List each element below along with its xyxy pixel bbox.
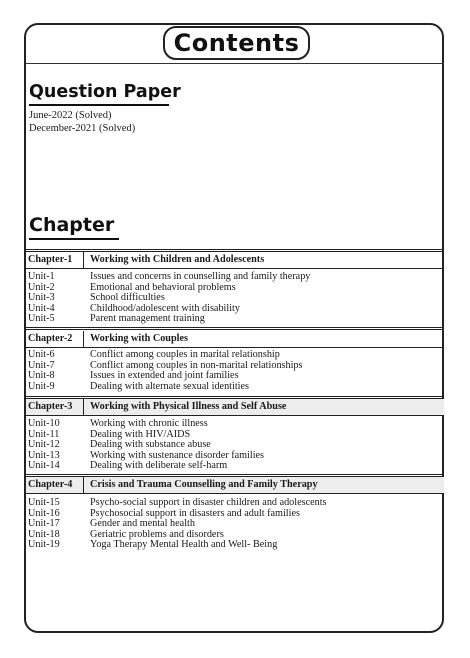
unit-title: Childhood/adolescent with disability (90, 302, 240, 314)
table-divider (26, 347, 444, 348)
unit-title: Working with chronic illness (90, 418, 208, 429)
unit-title: Dealing with deliberate self-harm (90, 460, 228, 471)
chapter-row[interactable] (26, 399, 444, 415)
unit-title: Dealing with substance abuse (90, 439, 211, 450)
chapter-row[interactable] (26, 331, 444, 347)
chapter-label: Chapter-2 (28, 333, 73, 344)
column-divider (83, 252, 84, 268)
chapter-label: Chapter-4 (28, 479, 73, 490)
unit-row[interactable] (26, 498, 444, 509)
unit-title: Issues and concerns in counselling and family therapy (90, 271, 311, 282)
unit-number: Unit-5 (28, 313, 55, 324)
unit-row[interactable] (26, 430, 444, 441)
table-divider (26, 493, 444, 494)
column-divider (83, 477, 84, 493)
unit-number: Unit-14 (28, 460, 60, 471)
unit-row[interactable] (26, 451, 444, 462)
unit-number: Unit-4 (28, 302, 55, 314)
unit-number: Unit-6 (28, 349, 55, 360)
unit-title: Dealing with HIV/AIDS (90, 428, 191, 440)
unit-row[interactable] (26, 283, 444, 294)
unit-title: Working with sustenance disorder families (90, 449, 265, 461)
heading-underline (29, 238, 119, 240)
unit-title: Gender and mental health (90, 518, 195, 529)
chapter-title: Working with Couples (90, 333, 188, 344)
unit-title: Issues in extended and joint families (90, 370, 239, 381)
unit-row[interactable] (26, 382, 444, 393)
unit-row[interactable] (26, 304, 444, 315)
unit-row[interactable] (26, 540, 444, 551)
unit-row[interactable] (26, 461, 444, 472)
unit-list (26, 272, 444, 325)
unit-number: Unit-10 (28, 418, 60, 429)
title-divider (26, 63, 444, 64)
unit-title: Geriatric problems and disorders (90, 528, 224, 540)
unit-list (26, 419, 444, 472)
unit-number: Unit-8 (28, 370, 55, 381)
page-title: Contents (173, 29, 300, 57)
unit-number: Unit-1 (28, 271, 55, 282)
unit-number: Unit-3 (28, 292, 55, 303)
question-paper-list (29, 110, 135, 135)
unit-row[interactable] (26, 419, 444, 430)
chapter-title: Crisis and Trauma Counselling and Family Therapy (90, 479, 318, 490)
unit-number: Unit-19 (28, 539, 60, 550)
chapter-label: Chapter-3 (28, 401, 73, 412)
unit-number: Unit-11 (28, 428, 60, 440)
question-paper-item[interactable]: December-2021 (Solved) (29, 122, 136, 134)
chapter-label: Chapter-1 (28, 254, 73, 265)
unit-list (26, 350, 444, 392)
unit-number: Unit-15 (28, 497, 60, 508)
unit-row[interactable] (26, 272, 444, 283)
unit-number: Unit-18 (28, 528, 60, 540)
unit-row[interactable] (26, 350, 444, 361)
chapter-title: Working with Children and Adolescents (90, 254, 265, 265)
table-divider (26, 415, 444, 416)
unit-number: Unit-17 (28, 518, 60, 529)
chapter-row[interactable] (26, 252, 444, 268)
unit-title: Conflict among couples in non-marital relationships (90, 359, 303, 371)
unit-row[interactable] (26, 293, 444, 304)
unit-number: Unit-16 (28, 507, 60, 519)
contents-title-box (163, 26, 310, 60)
table-divider (26, 327, 444, 330)
unit-title: Conflict among couples in marital relationship (90, 349, 280, 360)
unit-title: Dealing with alternate sexual identities (90, 380, 249, 392)
unit-title: Psychosocial support in disasters and adult families (90, 507, 300, 519)
question-paper-item[interactable]: June-2022 (Solved) (29, 110, 112, 121)
question-paper-heading: Question Paper (29, 82, 181, 102)
chapter-row[interactable] (26, 477, 444, 493)
chapter-heading: Chapter (29, 214, 114, 236)
unit-row[interactable] (26, 314, 444, 325)
column-divider (83, 399, 84, 415)
unit-row[interactable] (26, 519, 444, 530)
unit-title: Yoga Therapy Mental Health and Well- Being (90, 539, 278, 550)
unit-row[interactable] (26, 440, 444, 451)
unit-number: Unit-12 (28, 439, 60, 450)
unit-number: Unit-7 (28, 359, 55, 371)
unit-number: Unit-2 (28, 281, 55, 293)
heading-underline (29, 104, 169, 106)
unit-row[interactable] (26, 371, 444, 382)
unit-title: Parent management training (90, 313, 205, 324)
chapter-title: Working with Physical Illness and Self Abuse (90, 401, 287, 412)
unit-list (26, 498, 444, 551)
unit-row[interactable] (26, 509, 444, 520)
unit-title: Psycho-social support in disaster children and adolescents (90, 497, 327, 508)
unit-number: Unit-13 (28, 449, 60, 461)
unit-number: Unit-9 (28, 380, 55, 392)
unit-title: Emotional and behavioral problems (90, 281, 236, 293)
table-divider (26, 268, 444, 269)
unit-title: School difficulties (90, 292, 165, 303)
column-divider (83, 331, 84, 347)
